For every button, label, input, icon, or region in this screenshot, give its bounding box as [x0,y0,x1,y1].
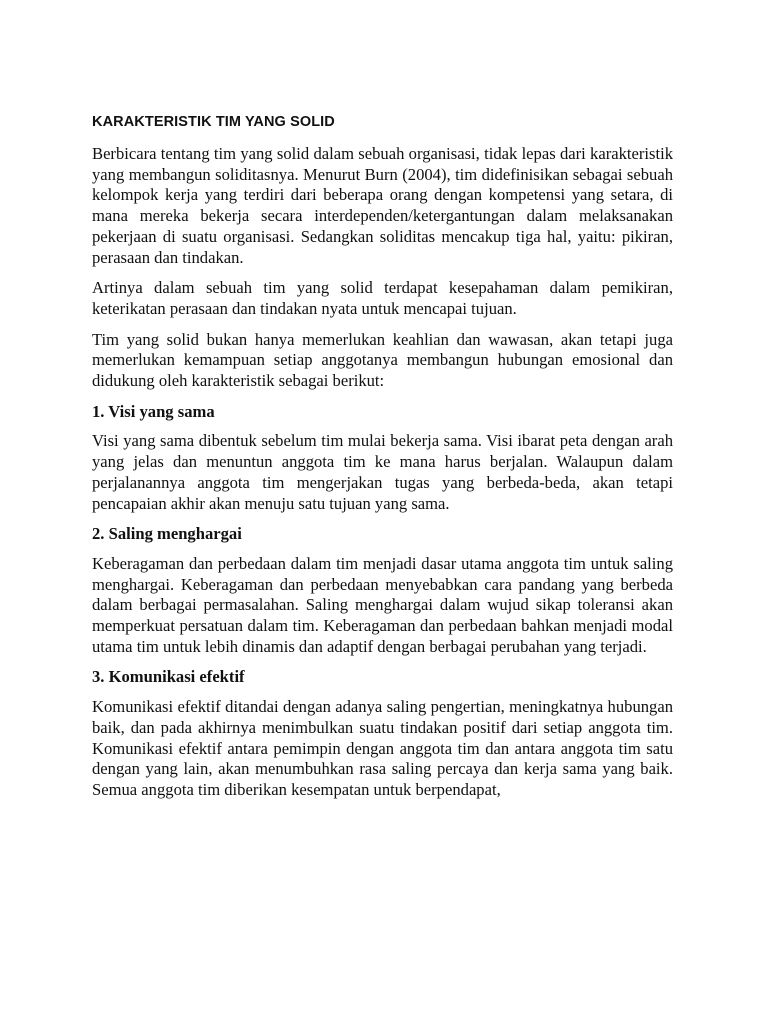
section-text-komunikasi: Komunikasi efektif ditandai dengan adanya saling pengertian, meningkatnya hubungan baik, dan pada akhirnya menimbulkan suatu tindakan positif dari setiap anggota tim. Komunikasi efektif antara pemimpin dengan anggota tim dan antara anggota tim satu dengan yang lain, akan menumbuhkan rasa saling percaya dan kerja sama yang baik. Semua anggota tim diberikan kesempatan untuk berpendapat, [92,697,673,799]
section-heading-saling-menghargai: 2. Saling menghargai [92,524,242,544]
section-heading-komunikasi: 3. Komunikasi efektif [92,667,245,687]
document-title: KARAKTERISTIK TIM YANG SOLID [92,114,335,130]
intro-paragraph: Artinya dalam sebuah tim yang solid terdapat kesepahaman dalam pemikiran, keterikatan perasaan dan tindakan nyata untuk mencapai tujuan. [92,278,673,318]
section-text-visi: Visi yang sama dibentuk sebelum tim mulai bekerja sama. Visi ibarat peta dengan arah yang jelas dan menuntun anggota tim ke mana harus berjalan. Walaupun dalam perjalanannya anggota tim mengerjakan tugas yang berbeda-beda, akan tetapi pencapaian akhir akan menuju satu tujuan yang sama. [92,431,673,513]
section-text-saling-menghargai: Keberagaman dan perbedaan dalam tim menjadi dasar utama anggota tim untuk saling menghargai. Keberagaman dan perbedaan menyebabkan cara pandang yang berbeda dalam berbagai permasalahan. Saling menghargai dalam wujud sikap toleransi akan memperkuat persatuan dalam tim. Keberagaman dan perbedaan bahkan menjadi modal utama tim untuk lebih dinamis dan adaptif dengan berbagai perubahan yang terjadi. [92,553,673,656]
intro-paragraph: Berbicara tentang tim yang solid dalam sebuah organisasi, tidak lepas dari karakteristik yang membangun soliditasnya. Menurut Burn (2004), tim didefinisikan sebagai sebuah kelompok kerja yang terdiri dari beberapa orang dengan kompetensi yang setara, di mana mereka bekerja secara interdependen/ketergantungan dalam melaksanakan pekerjaan di suatu organisasi. Sedangkan soliditas mencakup tiga hal, yaitu: pikiran, perasaan dan tindakan. [92,144,673,267]
document-page [92,114,673,811]
intro-paragraph: Tim yang solid bukan hanya memerlukan keahlian dan wawasan, akan tetapi juga memerlukan kemampuan setiap anggotanya membangun hubungan emosional dan didukung oleh karakteristik sebagai berikut: [92,329,673,391]
section-heading-visi: 1. Visi yang sama [92,401,215,421]
